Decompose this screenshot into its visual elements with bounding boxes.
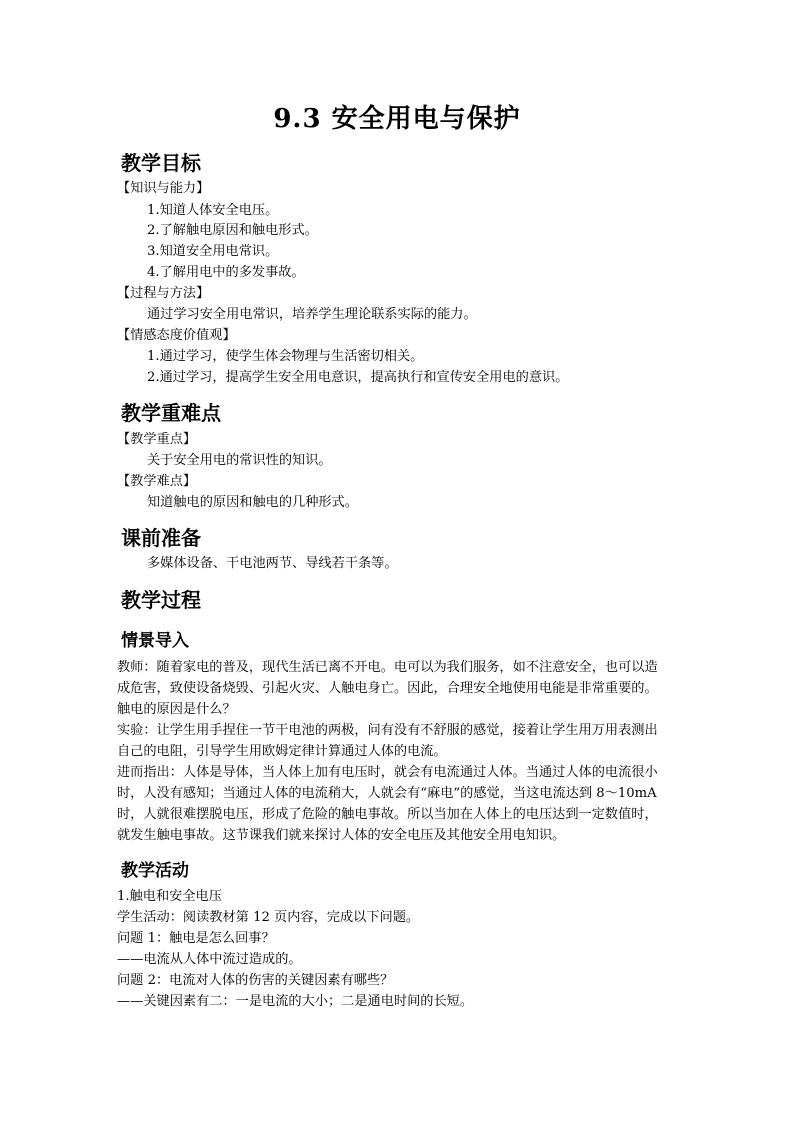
heading-preparation: 课前准备 <box>121 526 201 550</box>
label-knowledge-ability: 【知识与能力】 <box>117 181 210 196</box>
activity-line: ——关键因素有二：一是电流的大小；二是通电时间的长短。 <box>117 994 474 1009</box>
intro-line: 时，人就很难摆脱电压，形成了危险的触电事故。所以当加在人体上的电压达到一定数值时， <box>117 807 658 822</box>
knowledge-item: 4.了解用电中的多发事故。 <box>147 265 305 280</box>
process-text: 通过学习安全用电常识，培养学生理论联系实际的能力。 <box>147 307 477 322</box>
heading-teaching-goals: 教学目标 <box>121 151 201 175</box>
intro-line: 自己的电阻，引导学生用欧姆定律计算通过人体的电流。 <box>117 744 447 759</box>
heading-teaching-activity: 教学活动 <box>121 861 189 881</box>
page-title: 9.3 安全用电与保护 <box>273 104 521 134</box>
difficult-point-text: 知道触电的原因和触电的几种形式。 <box>147 495 358 510</box>
label-difficult-point: 【教学难点】 <box>117 474 197 489</box>
intro-line: 实验：让学生用手捏住一节干电池的两极，问有没有不舒服的感觉，接着让学生用万用表测出 <box>117 723 658 738</box>
activity-line: 学生活动：阅读教材第 12 页内容，完成以下问题。 <box>117 910 420 925</box>
intro-line: 进而指出：人体是导体，当人体上加有电压时，就会有电流通过人体。当通过人体的电流很小 <box>117 765 658 780</box>
activity-line: ——电流从人体中流过造成的。 <box>117 952 302 967</box>
activity-line: 问题 1：触电是怎么回事？ <box>117 931 275 946</box>
label-emotion-values: 【情感态度价值观】 <box>117 328 236 343</box>
emotion-item: 2.通过学习，提高学生安全用电意识，提高执行和宣传安全用电的意识。 <box>147 370 569 385</box>
preparation-text: 多媒体设备、干电池两节、导线若干条等。 <box>147 556 398 571</box>
knowledge-item: 3.知道安全用电常识。 <box>147 244 279 259</box>
heading-teaching-process: 教学过程 <box>121 588 201 612</box>
key-point-text: 关于安全用电的常识性的知识。 <box>147 453 332 468</box>
activity-line: 问题 2：电流对人体的伤害的关键因素有哪些？ <box>117 973 394 988</box>
intro-line: 教师：随着家电的普及，现代生活已离不开电。电可以为我们服务，如不注意安全，也可以造 <box>117 660 658 675</box>
intro-line: 成危害，致使设备烧毁、引起火灾、人触电身亡。因此，合理安全地使用电能是非常重要的。 <box>117 681 658 696</box>
activity-line: 1.触电和安全电压 <box>117 889 222 904</box>
label-process-method: 【过程与方法】 <box>117 286 210 301</box>
intro-line: 就发生触电事故。这节课我们就来探讨人体的安全电压及其他安全用电知识。 <box>117 828 566 843</box>
knowledge-item: 2.了解触电原因和触电形式。 <box>147 223 318 238</box>
emotion-item: 1.通过学习，使学生体会物理与生活密切相关。 <box>147 349 424 364</box>
heading-key-difficult: 教学重难点 <box>121 401 221 425</box>
knowledge-item: 1.知道人体安全电压。 <box>147 203 279 218</box>
intro-line: 触电的原因是什么？ <box>117 702 236 717</box>
intro-line: 时，人没有感知；当通过人体的电流稍大，人就会有“麻电”的感觉，当这电流达到 8～10mA <box>117 786 657 801</box>
heading-scene-intro: 情景导入 <box>121 631 189 651</box>
label-key-point: 【教学重点】 <box>117 432 197 447</box>
